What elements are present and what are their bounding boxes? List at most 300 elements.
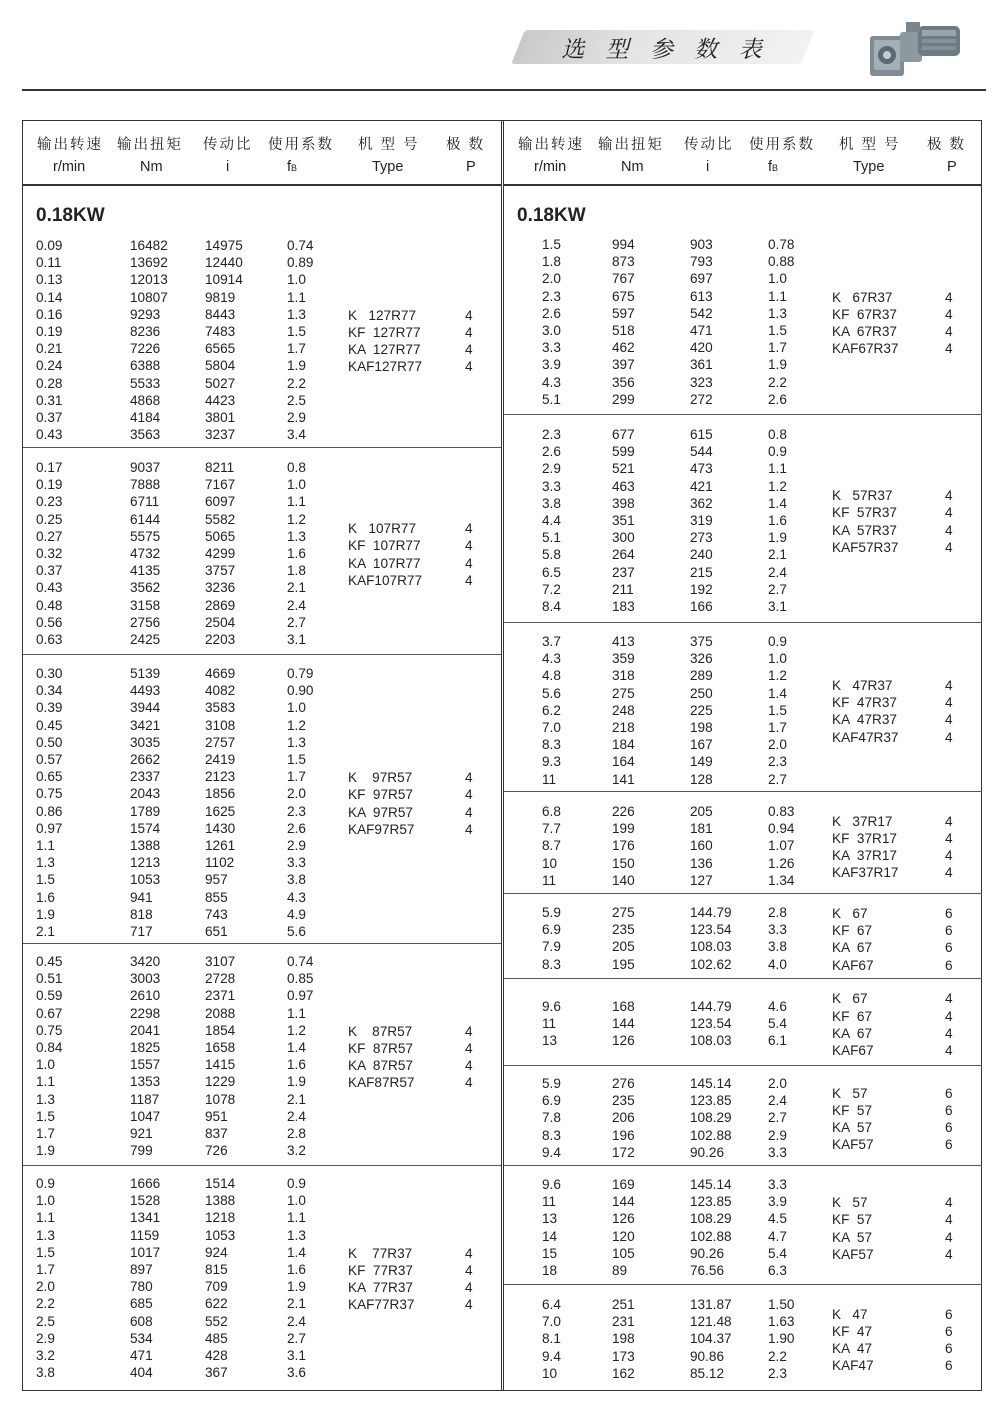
output-speed-cell: 0.43 [36, 580, 63, 596]
ratio-cell: 743 [205, 906, 228, 922]
output-torque-cell: 462 [612, 340, 635, 356]
service-factor-cell: 2.5 [287, 392, 306, 408]
model-type-cell: K 97R57 [348, 770, 413, 786]
column-header-en: Nm [621, 159, 644, 175]
output-speed-cell: 8.4 [542, 599, 561, 614]
output-speed-cell: 1.1 [36, 1074, 55, 1090]
service-factor-cell: 2.0 [768, 737, 787, 753]
service-factor-cell: 1.07 [768, 838, 795, 854]
service-factor-cell: 0.74 [287, 954, 314, 969]
service-factor-cell: 3.3 [287, 855, 306, 871]
output-torque-cell: 677 [612, 427, 635, 442]
output-torque-cell: 3158 [130, 597, 161, 613]
model-type-cell: K 57R37 [832, 488, 893, 504]
model-type-cell: K 127R77 [348, 307, 417, 323]
model-type-cell: K 67 [832, 906, 868, 921]
service-factor-cell: 1.3 [287, 734, 306, 750]
service-factor-cell: 1.1 [287, 289, 306, 305]
pole-count-cell: 4 [465, 1041, 473, 1056]
output-speed-cell: 0.75 [36, 786, 63, 802]
pole-count-cell: 4 [945, 1008, 953, 1024]
service-factor-cell: 2.8 [287, 1126, 306, 1141]
ratio-cell: 3757 [205, 563, 236, 579]
output-speed-cell: 9.3 [542, 754, 561, 770]
ratio-cell: 2757 [205, 734, 236, 750]
model-type-cell: K 47R37 [832, 678, 893, 693]
output-speed-cell: 9.6 [542, 1177, 561, 1192]
ratio-cell: 145.14 [690, 1076, 732, 1091]
model-type-cell: KA 107R77 [348, 555, 421, 571]
pole-count-cell: 4 [465, 1058, 473, 1074]
service-factor-cell: 2.1 [287, 1296, 306, 1312]
service-factor-cell: 1.0 [287, 700, 306, 716]
ratio-cell: 951 [205, 1108, 228, 1124]
service-factor-cell: 1.6 [768, 513, 787, 528]
output-torque-cell: 1187 [130, 1091, 160, 1107]
output-speed-cell: 0.48 [36, 597, 63, 613]
output-torque-cell: 3421 [130, 717, 161, 733]
output-torque-cell: 5139 [130, 666, 161, 681]
output-speed-cell: 6.8 [542, 804, 561, 819]
model-type-cell: KF 87R57 [348, 1041, 413, 1056]
output-torque-cell: 2298 [130, 1005, 161, 1021]
output-torque-cell: 1053 [130, 872, 161, 888]
pole-count-cell: 4 [465, 1297, 473, 1313]
ratio-cell: 924 [205, 1244, 228, 1260]
ratio-cell: 108.29 [690, 1110, 732, 1126]
service-factor-cell: 0.94 [768, 821, 795, 837]
pole-count-cell: 4 [945, 522, 953, 538]
ratio-cell: 651 [205, 924, 228, 939]
pole-count-cell: 4 [945, 1043, 953, 1058]
ratio-cell: 473 [690, 461, 713, 477]
model-type-cell: K 107R77 [348, 521, 417, 537]
ratio-cell: 471 [690, 323, 713, 338]
column-header-cn: 输出扭矩 [598, 137, 664, 153]
ratio-cell: 542 [690, 305, 713, 321]
output-torque-cell: 356 [612, 374, 635, 390]
ratio-cell: 127 [690, 872, 713, 888]
ratio-cell: 323 [690, 374, 713, 390]
output-speed-cell: 1.3 [36, 1091, 55, 1107]
service-factor-cell: 0.9 [287, 1176, 306, 1191]
output-torque-cell: 195 [612, 956, 635, 972]
ratio-cell: 131.87 [690, 1297, 732, 1312]
pole-count-cell: 4 [465, 1263, 473, 1278]
output-speed-cell: 6.9 [542, 1093, 561, 1109]
output-torque-cell: 235 [612, 1093, 635, 1109]
ratio-cell: 375 [690, 634, 713, 649]
service-factor-cell: 2.9 [287, 410, 306, 425]
service-factor-cell: 1.1 [768, 288, 787, 304]
output-torque-cell: 397 [612, 357, 635, 373]
output-speed-cell: 0.75 [36, 1022, 63, 1038]
output-torque-cell: 5575 [130, 528, 161, 544]
output-torque-cell: 471 [130, 1348, 153, 1363]
model-type-cell: KF 97R57 [348, 787, 413, 803]
ratio-cell: 726 [205, 1143, 228, 1159]
output-speed-cell: 3.7 [542, 634, 561, 649]
pole-count-cell: 6 [945, 923, 953, 939]
model-type-cell: KA 67R37 [832, 324, 897, 339]
ratio-cell: 102.62 [690, 956, 732, 972]
output-torque-cell: 205 [612, 939, 635, 955]
service-factor-cell: 1.90 [768, 1331, 795, 1347]
output-speed-cell: 2.6 [542, 444, 561, 460]
ratio-cell: 149 [690, 754, 713, 770]
service-factor-cell: 0.88 [768, 254, 795, 270]
service-factor-cell: 2.7 [287, 1330, 306, 1346]
pole-count-cell: 4 [945, 289, 953, 305]
output-torque-cell: 1047 [130, 1108, 161, 1124]
service-factor-cell: 4.9 [287, 906, 306, 922]
output-torque-cell: 231 [612, 1314, 635, 1330]
output-torque-cell: 16482 [130, 238, 168, 253]
output-torque-cell: 3420 [130, 954, 161, 969]
service-factor-cell: 1.2 [768, 478, 787, 494]
ratio-cell: 144.79 [690, 905, 732, 920]
output-torque-cell: 162 [612, 1365, 635, 1381]
pole-count-cell: 4 [465, 307, 473, 323]
output-torque-cell: 897 [130, 1262, 153, 1277]
output-torque-cell: 198 [612, 1331, 635, 1347]
service-factor-cell: 1.9 [768, 357, 787, 373]
ratio-cell: 1218 [205, 1210, 236, 1226]
output-speed-cell: 0.37 [36, 563, 63, 579]
output-speed-cell: 6.9 [542, 922, 561, 938]
column-header-en: P [466, 159, 476, 175]
model-type-cell: KA 47R37 [832, 712, 897, 728]
output-speed-cell: 0.63 [36, 632, 63, 647]
service-factor-cell: 0.9 [768, 444, 787, 460]
output-torque-cell: 183 [612, 599, 635, 614]
ratio-cell: 272 [690, 391, 713, 407]
model-type-cell: KA 67 [832, 940, 873, 956]
ratio-cell: 1625 [205, 803, 236, 819]
service-factor-cell: 1.1 [287, 1210, 306, 1226]
ratio-cell: 1415 [205, 1057, 236, 1073]
output-speed-cell: 0.14 [36, 289, 63, 305]
pole-count-cell: 4 [465, 521, 473, 537]
output-speed-cell: 3.0 [542, 323, 561, 338]
output-torque-cell: 767 [612, 271, 635, 287]
column-header-cn: 输出转速 [37, 137, 103, 153]
output-torque-cell: 6144 [130, 511, 161, 527]
ratio-cell: 102.88 [690, 1127, 732, 1143]
service-factor-cell: 1.7 [768, 720, 787, 735]
output-speed-cell: 2.9 [36, 1330, 55, 1346]
output-torque-cell: 780 [130, 1279, 153, 1295]
service-factor-cell: 2.3 [287, 803, 306, 819]
ratio-cell: 2203 [205, 632, 236, 647]
service-factor-cell: 3.6 [287, 1365, 306, 1381]
output-speed-cell: 1.8 [542, 254, 561, 270]
column-header-cn: 传动比 [684, 137, 734, 153]
service-factor-cell: 1.2 [287, 511, 306, 527]
pole-count-cell: 4 [945, 1195, 953, 1211]
column-header-en: r/min [53, 159, 86, 175]
ratio-cell: 6097 [205, 494, 236, 510]
output-speed-cell: 6.2 [542, 702, 561, 718]
output-torque-cell: 873 [612, 254, 635, 270]
output-speed-cell: 0.56 [36, 614, 63, 630]
pole-count-cell: 4 [465, 1280, 473, 1296]
model-type-cell: KF 47 [832, 1323, 873, 1339]
left-header-rule [22, 184, 502, 186]
service-factor-cell: 3.3 [768, 922, 787, 938]
output-torque-cell: 2756 [130, 614, 161, 630]
model-type-cell: KF 57R37 [832, 505, 897, 521]
service-factor-cell: 3.8 [768, 939, 787, 955]
output-torque-cell: 206 [612, 1110, 635, 1126]
ratio-cell: 1514 [205, 1176, 236, 1191]
model-type-cell: KF 77R37 [348, 1263, 413, 1278]
pole-count-cell: 4 [945, 488, 953, 504]
service-factor-cell: 1.0 [768, 651, 787, 667]
group-separator [504, 1284, 982, 1285]
ratio-cell: 421 [690, 478, 713, 494]
ratio-cell: 144.79 [690, 999, 732, 1014]
ratio-cell: 2088 [205, 1005, 236, 1021]
output-torque-cell: 599 [612, 444, 635, 460]
output-speed-cell: 0.28 [36, 375, 63, 391]
output-speed-cell: 0.59 [36, 988, 63, 1004]
output-torque-cell: 196 [612, 1127, 635, 1143]
service-factor-cell: 1.50 [768, 1297, 795, 1312]
output-speed-cell: 1.6 [36, 889, 55, 905]
output-torque-cell: 248 [612, 702, 635, 718]
output-speed-cell: 2.0 [36, 1279, 55, 1295]
output-torque-cell: 1341 [130, 1210, 161, 1226]
ratio-cell: 1388 [205, 1193, 236, 1209]
ratio-cell: 326 [690, 651, 713, 667]
model-type-cell: KAF67R37 [832, 341, 899, 357]
output-speed-cell: 0.65 [36, 769, 63, 785]
model-type-cell: KF 37R17 [832, 830, 897, 846]
output-torque-cell: 12013 [130, 272, 168, 288]
output-torque-cell: 89 [612, 1263, 628, 1278]
service-factor-cell: 0.89 [287, 255, 314, 271]
model-type-cell: KA 57 [832, 1120, 873, 1135]
output-torque-cell: 518 [612, 323, 635, 338]
service-factor-cell: 2.4 [287, 597, 306, 613]
pole-count-cell: 4 [945, 848, 953, 863]
service-factor-cell: 3.1 [768, 599, 787, 614]
output-torque-cell: 1388 [130, 838, 161, 853]
service-factor-cell: 0.9 [768, 634, 787, 649]
output-torque-cell: 299 [612, 391, 635, 407]
output-speed-cell: 10 [542, 1365, 558, 1381]
gear-motor-icon [868, 22, 964, 80]
ratio-cell: 4423 [205, 392, 236, 408]
service-factor-cell: 1.1 [768, 461, 787, 477]
ratio-cell: 136 [690, 855, 713, 871]
output-speed-cell: 3.3 [542, 478, 561, 494]
ratio-cell: 108.03 [690, 939, 732, 955]
output-speed-cell: 0.27 [36, 528, 63, 544]
service-factor-cell: 2.7 [768, 581, 787, 597]
ratio-cell: 697 [690, 271, 713, 287]
output-torque-cell: 144 [612, 1016, 635, 1032]
ratio-cell: 90.26 [690, 1144, 725, 1160]
output-speed-cell: 18 [542, 1263, 558, 1278]
service-factor-cell: 1.9 [287, 1279, 306, 1295]
ratio-cell: 4299 [205, 546, 236, 561]
output-speed-cell: 8.3 [542, 1127, 561, 1143]
output-torque-cell: 608 [130, 1313, 153, 1329]
ratio-cell: 552 [205, 1313, 228, 1329]
output-speed-cell: 0.11 [36, 255, 62, 271]
page-header [0, 0, 1000, 92]
ratio-cell: 1078 [205, 1091, 236, 1107]
ratio-cell: 145.14 [690, 1177, 732, 1192]
model-type-cell: K 37R17 [832, 813, 893, 829]
service-factor-cell: 1.9 [768, 530, 787, 546]
column-header-cn: 使用系数 [749, 137, 815, 153]
output-torque-cell: 2043 [130, 786, 161, 802]
ratio-cell: 1658 [205, 1040, 236, 1055]
output-torque-cell: 172 [612, 1144, 635, 1160]
right-power-rating: 0.18KW [517, 205, 586, 226]
column-header-cn: 机 型 号 [839, 137, 901, 153]
output-speed-cell: 5.9 [542, 905, 561, 920]
output-speed-cell: 3.9 [542, 357, 561, 373]
model-type-cell: K 87R57 [348, 1023, 413, 1039]
header-rule [22, 89, 986, 91]
service-factor-cell: 0.97 [287, 988, 314, 1004]
output-torque-cell: 4184 [130, 410, 161, 425]
ratio-cell: 319 [690, 513, 713, 528]
ratio-cell: 2419 [205, 752, 236, 767]
service-factor-cell: 0.90 [287, 683, 314, 699]
group-separator [504, 1065, 982, 1066]
service-factor-cell: 0.83 [768, 804, 795, 819]
output-torque-cell: 818 [130, 906, 153, 922]
output-torque-cell: 685 [130, 1296, 153, 1312]
ratio-cell: 622 [205, 1296, 228, 1312]
ratio-cell: 8211 [205, 460, 235, 475]
ratio-cell: 544 [690, 444, 713, 460]
output-torque-cell: 173 [612, 1348, 635, 1364]
ratio-cell: 6565 [205, 341, 236, 357]
model-type-cell: K 77R37 [348, 1245, 413, 1261]
output-speed-cell: 0.97 [36, 820, 63, 836]
ratio-cell: 167 [690, 737, 713, 753]
pole-count-cell: 4 [465, 821, 473, 837]
service-factor-cell: 0.8 [768, 427, 787, 442]
pole-count-cell: 4 [945, 695, 953, 711]
output-speed-cell: 13 [542, 1033, 558, 1049]
ratio-cell: 5065 [205, 528, 236, 544]
output-speed-cell: 1.0 [36, 1193, 55, 1209]
ratio-cell: 5804 [205, 358, 236, 374]
output-speed-cell: 1.9 [36, 1143, 55, 1159]
service-factor-cell: 5.4 [768, 1245, 787, 1261]
output-torque-cell: 13692 [130, 255, 168, 271]
ratio-cell: 273 [690, 530, 713, 546]
model-type-cell: KAF67 [832, 1043, 874, 1058]
output-speed-cell: 9.4 [542, 1144, 561, 1160]
pole-count-cell: 4 [945, 539, 953, 555]
output-speed-cell: 5.8 [542, 547, 561, 563]
service-factor-cell: 1.3 [287, 1227, 306, 1243]
service-factor-cell: 2.7 [287, 614, 306, 630]
output-speed-cell: 0.43 [36, 427, 63, 443]
ratio-cell: 709 [205, 1279, 228, 1295]
column-header-cn: 使用系数 [268, 137, 334, 153]
model-type-cell: KF 47R37 [832, 695, 897, 711]
model-type-cell: KAF127R77 [348, 359, 423, 375]
ratio-cell: 3801 [205, 410, 236, 425]
output-torque-cell: 3035 [130, 734, 161, 750]
output-torque-cell: 1825 [130, 1040, 161, 1055]
output-speed-cell: 0.37 [36, 410, 63, 425]
model-type-cell: KA 47 [832, 1341, 873, 1356]
output-speed-cell: 6.4 [542, 1297, 561, 1312]
output-speed-cell: 2.3 [542, 288, 561, 304]
service-factor-cell: 2.6 [287, 820, 306, 836]
service-factor-cell: 1.7 [768, 340, 787, 356]
ratio-cell: 90.86 [690, 1348, 725, 1364]
output-speed-cell: 10 [542, 855, 558, 871]
service-factor-cell: 2.2 [287, 375, 306, 391]
service-factor-cell: 2.9 [287, 838, 306, 853]
pole-count-cell: 4 [945, 1212, 953, 1228]
model-type-cell: KAF57R37 [832, 539, 899, 555]
output-speed-cell: 2.0 [542, 271, 561, 287]
service-factor-cell: 3.3 [768, 1144, 787, 1160]
output-torque-cell: 264 [612, 547, 635, 563]
pole-count-cell: 6 [945, 1323, 953, 1339]
pole-count-cell: 6 [945, 1120, 953, 1135]
service-factor-cell: 3.4 [287, 427, 306, 443]
ratio-cell: 2371 [205, 988, 236, 1004]
output-speed-cell: 2.3 [542, 427, 561, 442]
ratio-cell: 289 [690, 668, 713, 684]
ratio-cell: 181 [690, 821, 713, 837]
pole-count-cell: 6 [945, 1137, 953, 1153]
output-speed-cell: 7.0 [542, 1314, 561, 1330]
ratio-cell: 5027 [205, 375, 236, 391]
service-factor-cell: 2.0 [768, 1076, 787, 1091]
output-speed-cell: 4.8 [542, 668, 561, 684]
ratio-cell: 2869 [205, 597, 236, 613]
output-speed-cell: 5.1 [542, 391, 561, 407]
ratio-cell: 615 [690, 427, 713, 442]
service-factor-cell: 2.2 [768, 374, 787, 390]
service-factor-cell: 0.74 [287, 238, 314, 253]
service-factor-cell: 2.4 [287, 1313, 306, 1329]
output-speed-cell: 1.5 [36, 1108, 55, 1124]
pole-count-cell: 6 [945, 940, 953, 956]
column-header-cn: 极 数 [446, 137, 486, 153]
output-torque-cell: 413 [612, 634, 635, 649]
output-torque-cell: 1557 [130, 1057, 161, 1073]
ratio-cell: 90.26 [690, 1245, 725, 1261]
output-speed-cell: 8.3 [542, 737, 561, 753]
output-speed-cell: 0.32 [36, 546, 63, 561]
column-header-en: P [947, 159, 957, 175]
service-factor-cell: 0.78 [768, 237, 795, 252]
model-type-cell: KA 127R77 [348, 342, 421, 358]
model-type-cell: K 57 [832, 1195, 868, 1211]
output-torque-cell: 2337 [130, 769, 161, 785]
output-speed-cell: 8.1 [542, 1331, 561, 1347]
service-factor-cell: 1.3 [287, 528, 306, 544]
ratio-cell: 957 [205, 872, 228, 888]
pole-count-cell: 6 [945, 1102, 953, 1118]
output-speed-cell: 4.4 [542, 513, 561, 528]
